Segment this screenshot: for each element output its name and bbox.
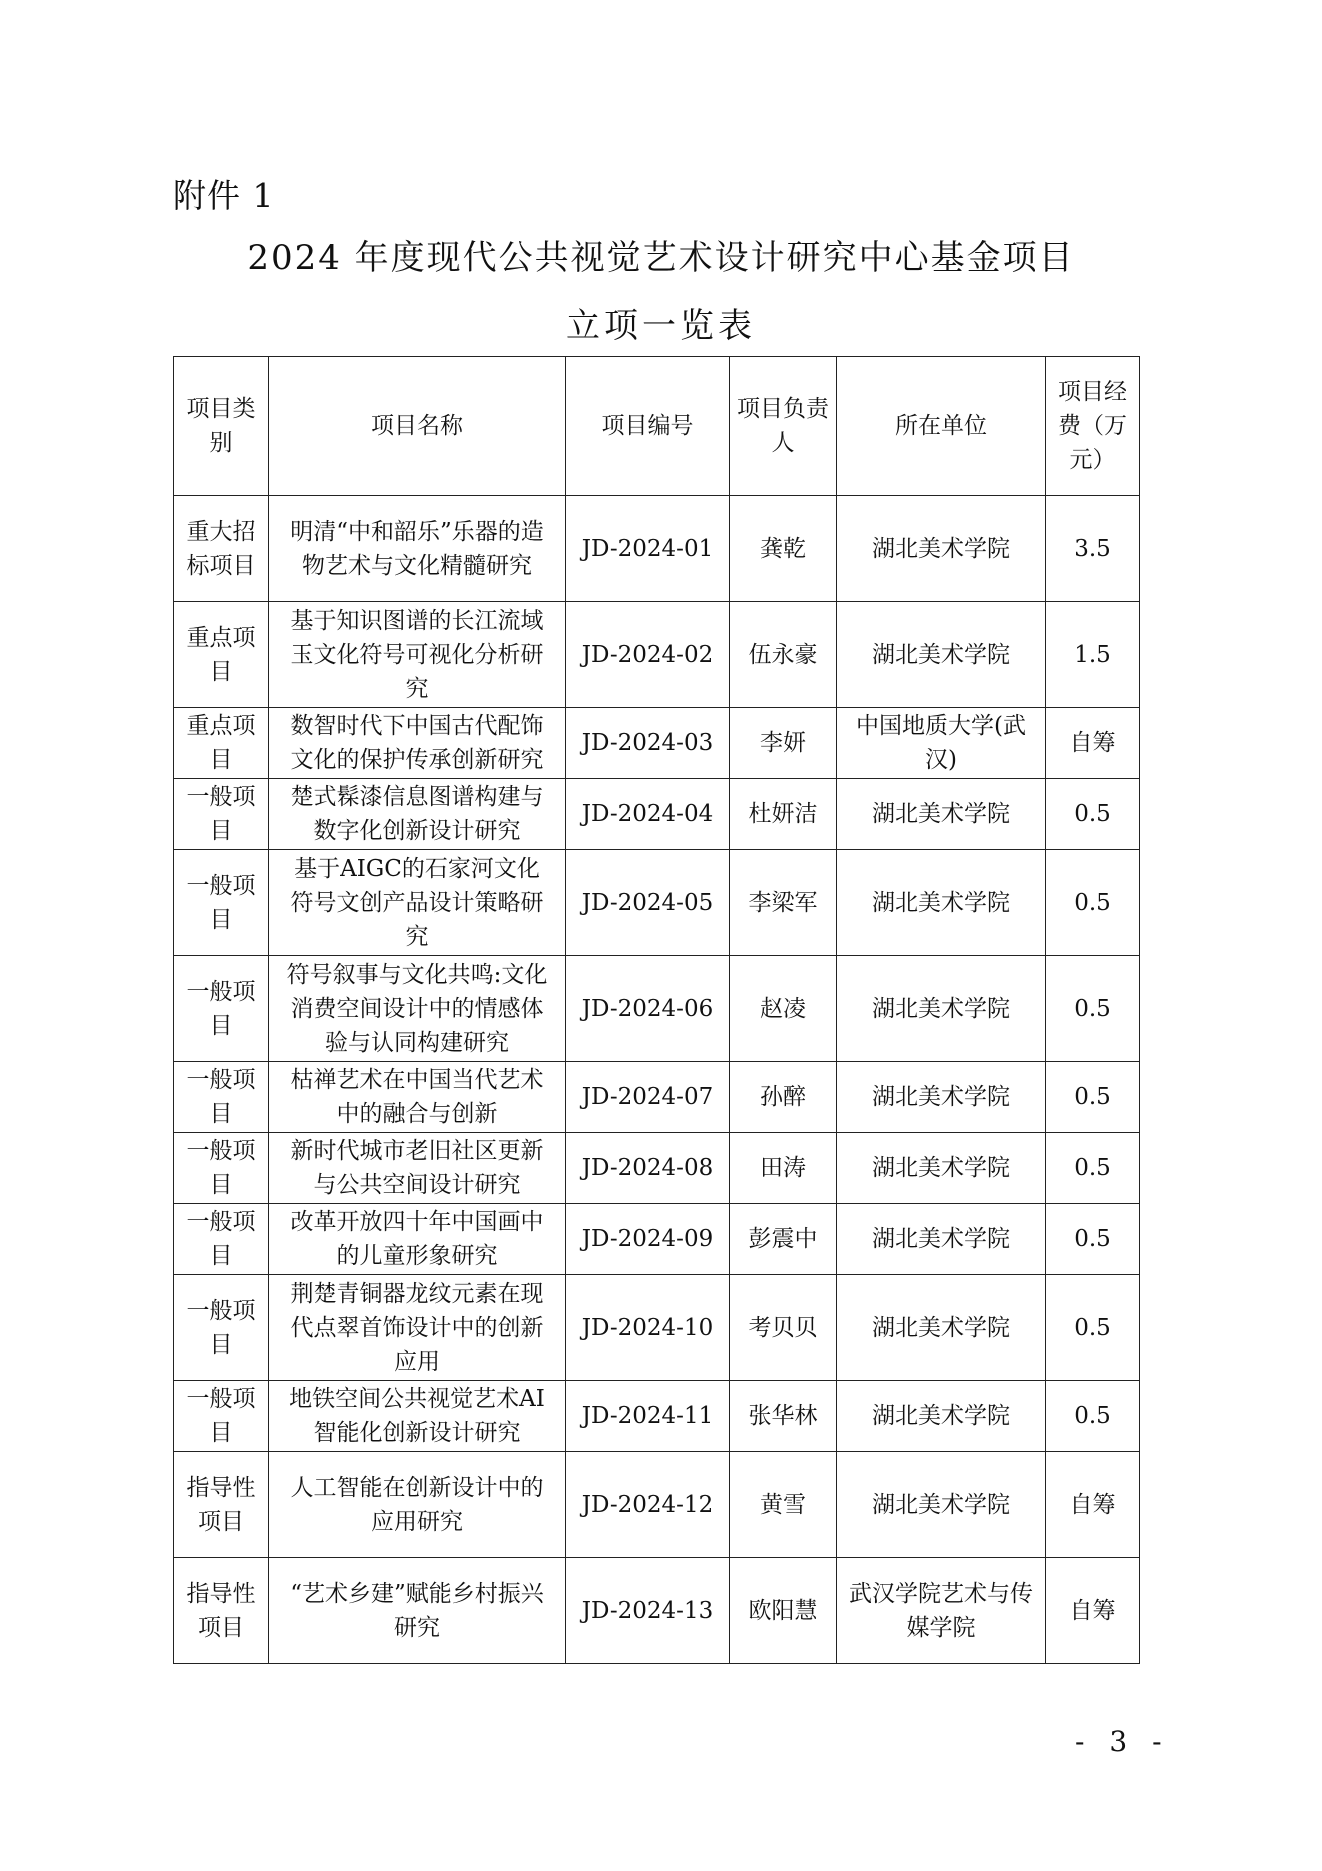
cell-code: JD-2024-10 bbox=[566, 1275, 730, 1381]
cell-code: JD-2024-11 bbox=[566, 1381, 730, 1452]
table-row bbox=[174, 1062, 1140, 1133]
cell-code: JD-2024-09 bbox=[566, 1204, 730, 1275]
cell-code: JD-2024-05 bbox=[566, 850, 730, 956]
cell-funding: 0.5 bbox=[1046, 956, 1140, 1062]
header-category: 项目类别 bbox=[174, 357, 269, 496]
document-subtitle: 立项一览表 bbox=[566, 306, 756, 346]
cell-leader: 李妍 bbox=[730, 708, 837, 779]
cell-funding: 自筹 bbox=[1046, 708, 1140, 779]
cell-funding: 自筹 bbox=[1046, 1558, 1140, 1664]
cell-name: 人工智能在创新设计中的应用研究 bbox=[269, 1452, 566, 1558]
cell-category: 指导性项目 bbox=[174, 1558, 269, 1664]
cell-name: 荆楚青铜器龙纹元素在现代点翠首饰设计中的创新应用 bbox=[269, 1275, 566, 1381]
cell-unit: 武汉学院艺术与传媒学院 bbox=[837, 1558, 1046, 1664]
cell-unit: 湖北美术学院 bbox=[837, 1452, 1046, 1558]
cell-category: 一般项目 bbox=[174, 779, 269, 850]
cell-leader: 龚乾 bbox=[730, 496, 837, 602]
table-row bbox=[174, 956, 1140, 1062]
cell-leader: 彭震中 bbox=[730, 1204, 837, 1275]
cell-category: 重点项目 bbox=[174, 602, 269, 708]
cell-leader: 田涛 bbox=[730, 1133, 837, 1204]
cell-funding: 0.5 bbox=[1046, 1133, 1140, 1204]
cell-category: 重点项目 bbox=[174, 708, 269, 779]
table-row bbox=[174, 1558, 1140, 1664]
cell-code: JD-2024-13 bbox=[566, 1558, 730, 1664]
cell-leader: 杜妍洁 bbox=[730, 779, 837, 850]
cell-code: JD-2024-03 bbox=[566, 708, 730, 779]
cell-name: 新时代城市老旧社区更新与公共空间设计研究 bbox=[269, 1133, 566, 1204]
cell-code: JD-2024-01 bbox=[566, 496, 730, 602]
cell-name: 地铁空间公共视觉艺术AI智能化创新设计研究 bbox=[269, 1381, 566, 1452]
cell-code: JD-2024-08 bbox=[566, 1133, 730, 1204]
cell-name: 符号叙事与文化共鸣:文化消费空间设计中的情感体验与认同构建研究 bbox=[269, 956, 566, 1062]
cell-funding: 3.5 bbox=[1046, 496, 1140, 602]
cell-leader: 赵凌 bbox=[730, 956, 837, 1062]
cell-category: 一般项目 bbox=[174, 1381, 269, 1452]
cell-unit: 湖北美术学院 bbox=[837, 496, 1046, 602]
cell-unit: 湖北美术学院 bbox=[837, 956, 1046, 1062]
header-code: 项目编号 bbox=[566, 357, 730, 496]
header-leader: 项目负责人 bbox=[730, 357, 837, 496]
cell-name: 明清“中和韶乐”乐器的造物艺术与文化精髓研究 bbox=[269, 496, 566, 602]
cell-category: 一般项目 bbox=[174, 1133, 269, 1204]
cell-funding: 0.5 bbox=[1046, 1275, 1140, 1381]
cell-leader: 张华林 bbox=[730, 1381, 837, 1452]
cell-category: 指导性项目 bbox=[174, 1452, 269, 1558]
cell-funding: 0.5 bbox=[1046, 1204, 1140, 1275]
cell-unit: 湖北美术学院 bbox=[837, 1204, 1046, 1275]
cell-funding: 0.5 bbox=[1046, 1062, 1140, 1133]
cell-category: 一般项目 bbox=[174, 850, 269, 956]
cell-code: JD-2024-12 bbox=[566, 1452, 730, 1558]
table-row bbox=[174, 779, 1140, 850]
cell-category: 一般项目 bbox=[174, 1275, 269, 1381]
attachment-label: 附件 1 bbox=[173, 176, 275, 215]
header-funding: 项目经费（万元） bbox=[1046, 357, 1140, 496]
cell-unit: 湖北美术学院 bbox=[837, 602, 1046, 708]
cell-name: 改革开放四十年中国画中的儿童形象研究 bbox=[269, 1204, 566, 1275]
cell-name: “艺术乡建”赋能乡村振兴研究 bbox=[269, 1558, 566, 1664]
cell-category: 重大招标项目 bbox=[174, 496, 269, 602]
header-unit: 所在单位 bbox=[837, 357, 1046, 496]
cell-funding: 自筹 bbox=[1046, 1452, 1140, 1558]
cell-funding: 0.5 bbox=[1046, 779, 1140, 850]
table-row bbox=[174, 496, 1140, 602]
cell-code: JD-2024-02 bbox=[566, 602, 730, 708]
cell-name: 基于知识图谱的长江流域玉文化符号可视化分析研究 bbox=[269, 602, 566, 708]
cell-unit: 湖北美术学院 bbox=[837, 1275, 1046, 1381]
page-number: - 3 - bbox=[1075, 1725, 1170, 1758]
cell-unit: 湖北美术学院 bbox=[837, 1062, 1046, 1133]
table-row bbox=[174, 1275, 1140, 1381]
cell-leader: 伍永豪 bbox=[730, 602, 837, 708]
cell-category: 一般项目 bbox=[174, 956, 269, 1062]
cell-leader: 李梁军 bbox=[730, 850, 837, 956]
cell-category: 一般项目 bbox=[174, 1062, 269, 1133]
table-row bbox=[174, 1204, 1140, 1275]
table-row bbox=[174, 850, 1140, 956]
table-row bbox=[174, 1133, 1140, 1204]
cell-code: JD-2024-07 bbox=[566, 1062, 730, 1133]
cell-category: 一般项目 bbox=[174, 1204, 269, 1275]
cell-unit: 湖北美术学院 bbox=[837, 850, 1046, 956]
cell-code: JD-2024-04 bbox=[566, 779, 730, 850]
cell-unit: 湖北美术学院 bbox=[837, 1381, 1046, 1452]
cell-code: JD-2024-06 bbox=[566, 956, 730, 1062]
header-name: 项目名称 bbox=[269, 357, 566, 496]
table-row bbox=[174, 1452, 1140, 1558]
cell-name: 数智时代下中国古代配饰文化的保护传承创新研究 bbox=[269, 708, 566, 779]
cell-name: 楚式髹漆信息图谱构建与数字化创新设计研究 bbox=[269, 779, 566, 850]
cell-funding: 0.5 bbox=[1046, 1381, 1140, 1452]
cell-leader: 考贝贝 bbox=[730, 1275, 837, 1381]
cell-name: 基于AIGC的石家河文化符号文创产品设计策略研究 bbox=[269, 850, 566, 956]
cell-unit: 湖北美术学院 bbox=[837, 1133, 1046, 1204]
document-title: 2024 年度现代公共视觉艺术设计研究中心基金项目 bbox=[247, 238, 1075, 278]
cell-leader: 黄雪 bbox=[730, 1452, 837, 1558]
cell-unit: 湖北美术学院 bbox=[837, 779, 1046, 850]
table-row bbox=[174, 708, 1140, 779]
cell-leader: 欧阳慧 bbox=[730, 1558, 837, 1664]
cell-funding: 0.5 bbox=[1046, 850, 1140, 956]
cell-funding: 1.5 bbox=[1046, 602, 1140, 708]
table-header-row bbox=[174, 357, 1140, 496]
table-row bbox=[174, 602, 1140, 708]
table-row bbox=[174, 1381, 1140, 1452]
cell-name: 枯禅艺术在中国当代艺术中的融合与创新 bbox=[269, 1062, 566, 1133]
cell-unit: 中国地质大学(武汉) bbox=[837, 708, 1046, 779]
cell-leader: 孙醉 bbox=[730, 1062, 837, 1133]
project-table bbox=[173, 356, 1140, 1664]
